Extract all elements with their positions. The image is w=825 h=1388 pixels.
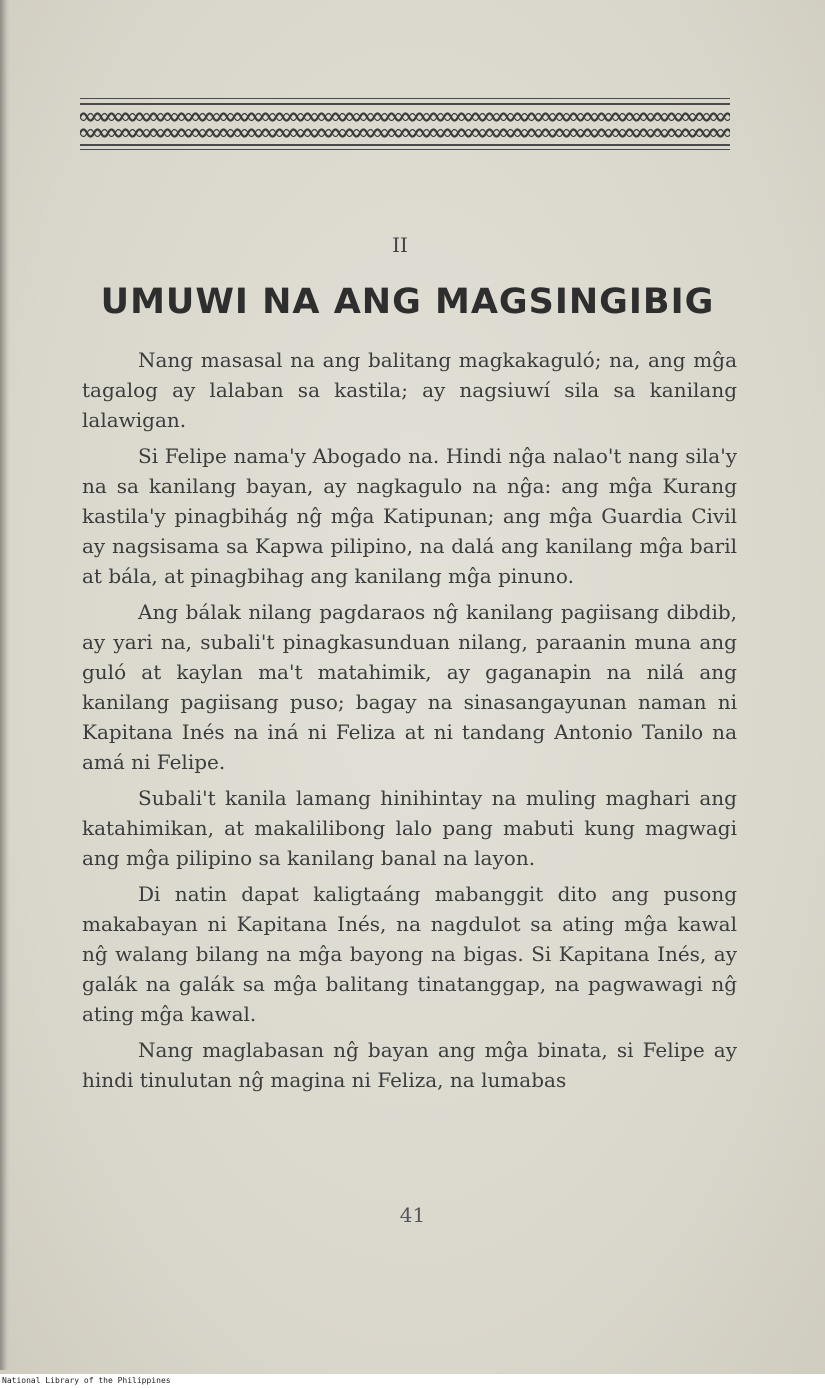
paragraph: Ang bálak nilang pagdaraos nĝ kanilang pagiisang dibdib, ay yari na, subali't pinagkasunduan nilang, paraanin muna ang guló at kaylan ma't matahimik, ay gaganapin na nilá ang kanilang pagiisang puso; bagay na sinasangayunan naman ni Kapitana Inés na iná ni Feliza at ni tandang Antonio Tanilo na amá ni Felipe. [82, 600, 737, 774]
chapter-number: II [392, 233, 408, 257]
paragraph: Nang masasal na ang balitang magkakaguló; na, ang mĝa tagalog ay lalaban sa kastila; ay nagsiuwí sila sa kanilang lalawigan. [82, 348, 737, 432]
library-credit: National Library of the Philippines [0, 1374, 825, 1388]
ornament-rule [80, 103, 730, 105]
page-binding-edge [0, 0, 10, 1370]
chapter-body [82, 345, 737, 1101]
page-number: 41 [399, 1203, 426, 1227]
chapter-title: UMUWI NA ANG MAGSINGIBIG [100, 282, 715, 322]
ornament-rule [80, 144, 730, 146]
ornament-rule [80, 98, 730, 99]
ornament-pattern [80, 108, 730, 142]
ornament-rule [80, 149, 730, 150]
header-ornament [80, 95, 730, 155]
paragraph: Subali't kanila lamang hinihintay na muling maghari ang katahimikan, at makalilibong lalo pang mabuti kung magwagi ang mĝa pilipino sa kanilang banal na layon. [82, 786, 737, 870]
paragraph: Si Felipe nama'y Abogado na. Hindi nĝa nalao't nang sila'y na sa kanilang bayan, ay nagkagulo na nĝa: ang mĝa Kurang kastila'y pinagbihág nĝ mĝa Katipunan; ang mĝa Guardia Civil ay nagsisama sa Kapwa pilipino, na dalá ang kanilang mĝa baril at bála, at pinagbihag ang kanilang mĝa pinuno. [82, 444, 737, 588]
paragraph: Nang maglabasan nĝ bayan ang mĝa binata, si Felipe ay hindi tinulutan nĝ magina ni Feliza, na lumabas [82, 1038, 737, 1092]
paragraph: Di natin dapat kaligtaáng mabanggit dito ang pusong makabayan ni Kapitana Inés, na nagdulot sa ating mĝa kawal nĝ walang bilang na mĝa bayong na bigas. Si Kapitana Inés, ay galák na galák sa mĝa balitang tinatanggap, na pagwawagi nĝ ating mĝa kawal. [82, 882, 737, 1026]
